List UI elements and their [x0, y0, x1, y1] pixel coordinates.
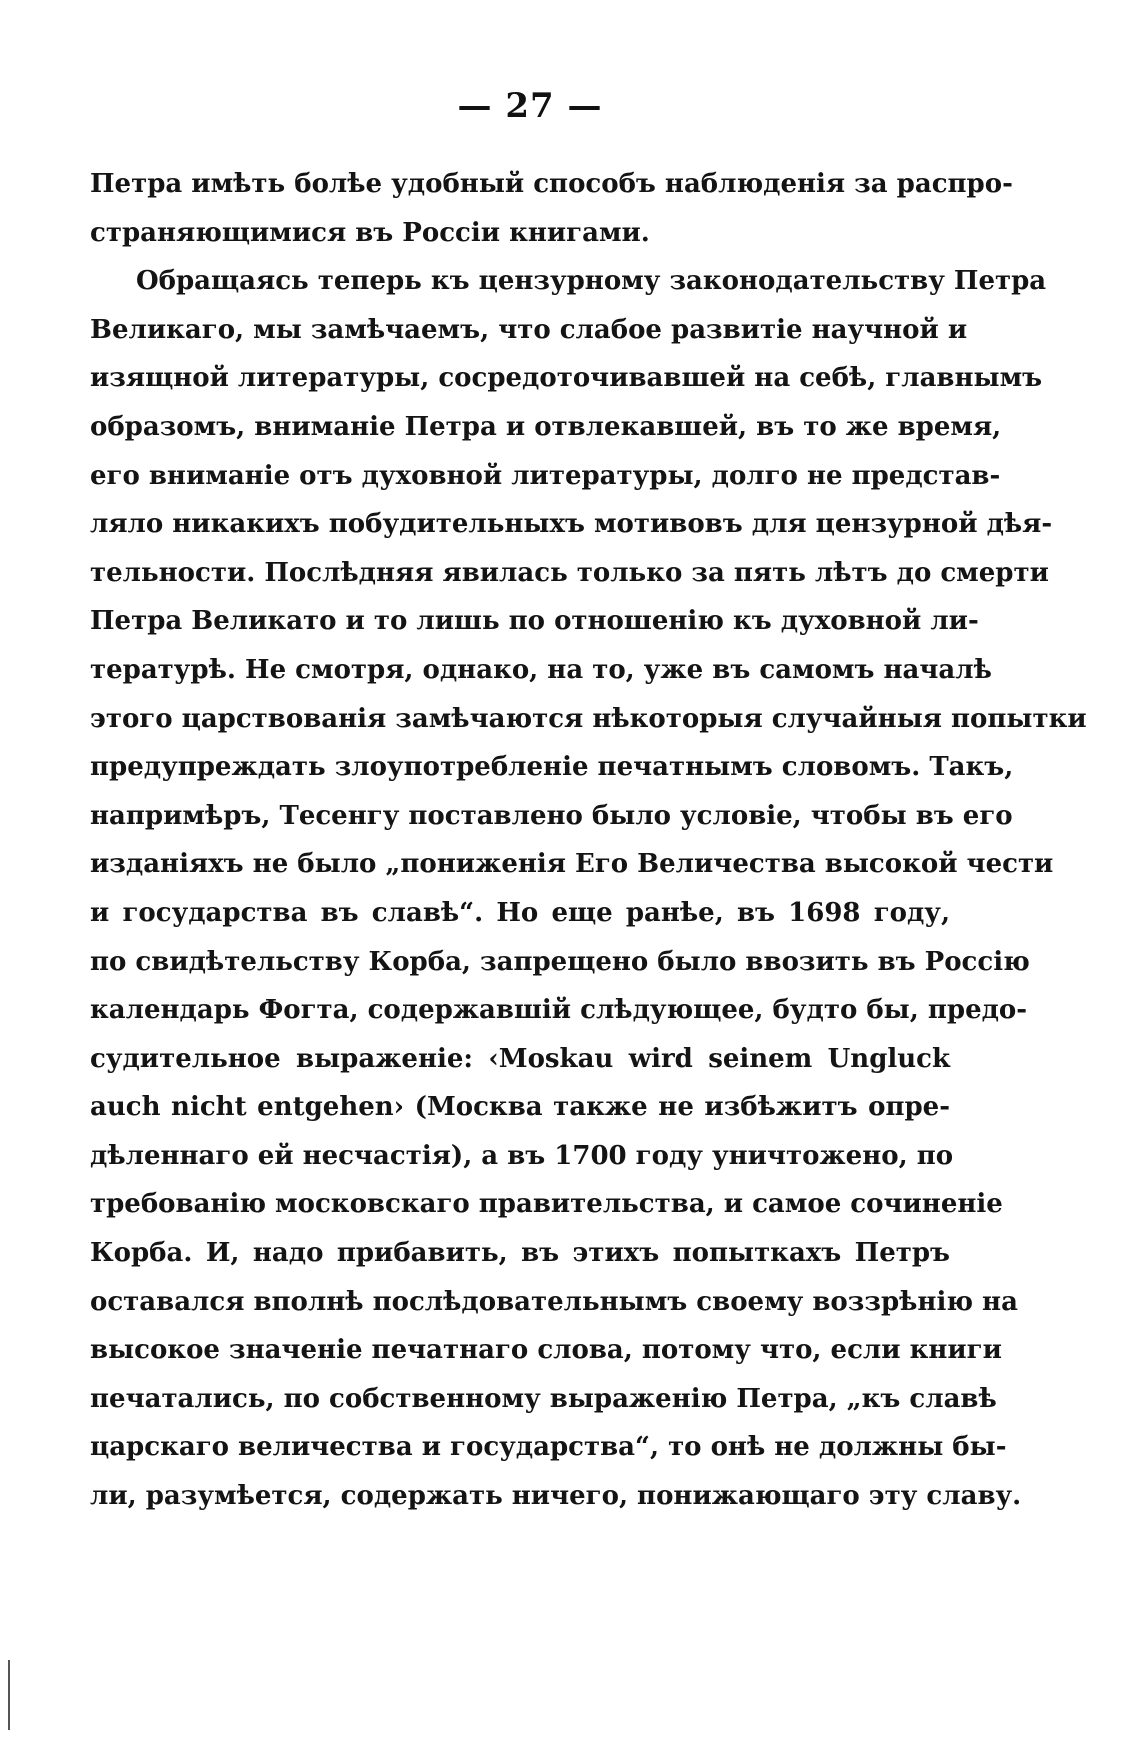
text-line: требованію московскаго правительства, и самое сочиненіе	[90, 1189, 1003, 1220]
text-line: этого царствованія замѣчаются нѣкоторыя случайныя попытки	[90, 703, 1087, 734]
text-line: Обращаясь теперь къ цензурному законодательству Петра	[136, 266, 1047, 297]
text-line: Великаго, мы замѣчаемъ, что слабое развитіе научной и	[90, 314, 968, 345]
text-line: и государства въ славѣ“. Но еще ранѣе, въ 1698 году,	[90, 897, 950, 928]
text-line: царскаго величества и государства“, то онѣ не должны бы-	[90, 1432, 1007, 1463]
text-line: календарь Фогта, содержавшій слѣдующее, будто бы, предо-	[90, 995, 1028, 1026]
text-line: тературѣ. Не смотря, однако, на то, уже въ самомъ началѣ	[90, 654, 992, 685]
text-line: auch nicht entgehen› (Москва также не избѣжитъ опре-	[90, 1092, 950, 1123]
text-line: Петра имѣть болѣе удобный способъ наблюденія за распро-	[90, 169, 1013, 199]
text-line: высокое значеніе печатнаго слова, потому что, если книги	[90, 1335, 1002, 1366]
text-line: дѣленнаго ей несчастія), а въ 1700 году уничтожено, по	[90, 1140, 954, 1171]
text-line: Петра Великато и то лишь по отношенію къ духовной ли-	[90, 606, 979, 637]
text-line: изданіяхъ не было „пониженія Его Величества высокой чести	[90, 849, 1054, 880]
text-line: его вниманіе отъ духовной литературы, долго не представ-	[90, 460, 1001, 491]
text-line: Корба. И, надо прибавить, въ этихъ попыткахъ Петръ	[90, 1238, 950, 1269]
text-line: оставался вполнѣ послѣдовательнымъ своему воззрѣнію на	[90, 1286, 1018, 1317]
text-line: судительное выраженіе: ‹Moskau wird seinem Ungluck	[90, 1043, 950, 1074]
text-line: образомъ, вниманіе Петра и отвлекавшей, въ то же время,	[90, 411, 1002, 442]
text-line: ли, разумѣется, содержать ничего, понижающаго эту славу.	[90, 1481, 1022, 1512]
text-line: страняющимися въ Россіи книгами.	[90, 217, 650, 248]
scan-edge-mark	[8, 1660, 10, 1730]
text-line: по свидѣтельству Корба, запрещено было ввозить въ Россію	[90, 946, 1030, 977]
text-line: тельности. Послѣдняя явилась только за пять лѣтъ до смерти	[90, 557, 1049, 588]
text-line: ляло никакихъ побудительныхъ мотивовъ для цензурной дѣя-	[90, 509, 1053, 540]
text-line: печатались, по собственному выраженію Петра, „къ славѣ	[90, 1383, 997, 1414]
text-line: изящной литературы, сосредоточивавшей на себѣ, главнымъ	[90, 363, 1043, 394]
text-line: напримѣръ, Тесенгу поставлено было условіе, чтобы въ его	[90, 800, 1013, 831]
page-number: — 27 —	[457, 86, 603, 126]
body-text	[90, 160, 1087, 1521]
text-line: предупреждать злоупотребленіе печатнымъ словомъ. Такъ,	[90, 752, 1014, 783]
